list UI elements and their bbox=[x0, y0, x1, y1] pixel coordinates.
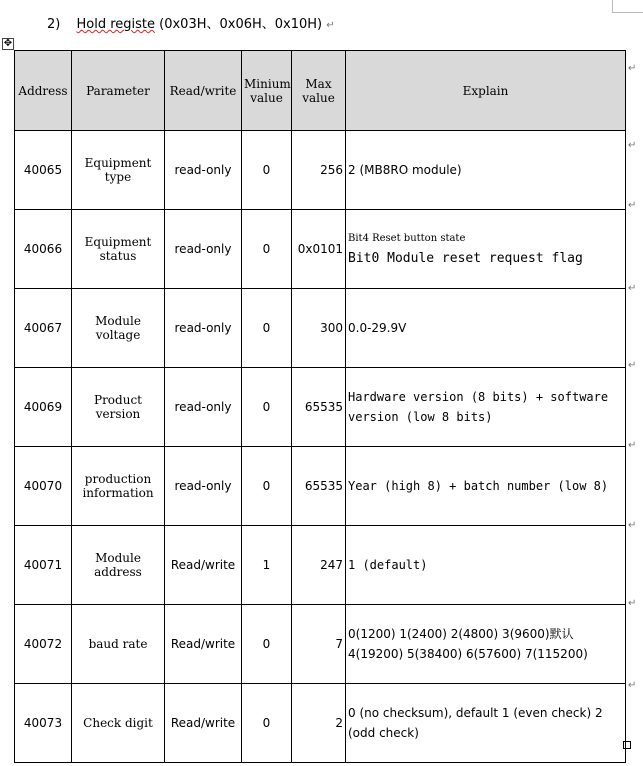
table-move-handle-icon[interactable]: ✥ bbox=[3, 38, 13, 49]
table-row bbox=[15, 526, 626, 605]
header-read-write: Read/write bbox=[165, 51, 242, 131]
cell-address: 40071 bbox=[15, 526, 72, 605]
table-row bbox=[15, 368, 626, 447]
cell-max-value: 300 bbox=[292, 289, 346, 368]
cell-max-value: 2 bbox=[292, 684, 346, 763]
explain-line: 1 (default) bbox=[348, 558, 428, 572]
table-row bbox=[15, 131, 626, 210]
section-title-rest: (0x03H、0x06H、0x10H) bbox=[159, 17, 323, 32]
section-title-underlined: Hold registe bbox=[76, 17, 155, 32]
explain-line: Bit0 Module reset request flag bbox=[348, 251, 583, 266]
explain-line: 4(19200) 5(38400) 6(57600) 7(115200) bbox=[348, 647, 588, 661]
cell-parameter: baud rate bbox=[72, 605, 165, 684]
row-end-mark-icon: ↵ bbox=[628, 520, 637, 531]
table-row bbox=[15, 210, 626, 289]
row-end-mark-icon: ↵ bbox=[628, 598, 637, 609]
cell-parameter: production information bbox=[72, 447, 165, 526]
row-end-mark-icon: ↵ bbox=[628, 63, 637, 74]
table-resize-handle[interactable] bbox=[623, 741, 631, 749]
cell-read-write: read-only bbox=[165, 131, 242, 210]
section-number: 2) bbox=[47, 17, 61, 32]
row-end-mark-icon: ↵ bbox=[628, 440, 637, 451]
cell-max-value: 7 bbox=[292, 605, 346, 684]
cell-address: 40069 bbox=[15, 368, 72, 447]
cell-max-value: 247 bbox=[292, 526, 346, 605]
cell-explain bbox=[346, 289, 626, 368]
cell-min-value: 1 bbox=[242, 526, 292, 605]
explain-line: Bit4 Reset button state bbox=[348, 233, 466, 244]
row-end-mark-icon: ↵ bbox=[628, 360, 637, 371]
cell-read-write: Read/write bbox=[165, 605, 242, 684]
header-address: Address bbox=[15, 51, 72, 131]
explain-line: 0 (no checksum), default 1 (even check) 2 (odd check) bbox=[348, 706, 603, 740]
cell-read-write: read-only bbox=[165, 210, 242, 289]
cell-read-write: read-only bbox=[165, 289, 242, 368]
cell-address: 40072 bbox=[15, 605, 72, 684]
explain-line: Hardware version (8 bits) + software version (low 8 bits) bbox=[348, 390, 609, 424]
table-row bbox=[15, 447, 626, 526]
cell-parameter: Module address bbox=[72, 526, 165, 605]
cell-parameter: Equipment type bbox=[72, 131, 165, 210]
cell-explain bbox=[346, 447, 626, 526]
row-end-mark-icon: ↵ bbox=[628, 200, 637, 211]
row-end-mark-icon: ↵ bbox=[628, 283, 637, 294]
hold-register-table bbox=[14, 50, 626, 763]
table-row bbox=[15, 684, 626, 763]
cell-address: 40066 bbox=[15, 210, 72, 289]
paragraph-mark-icon: ↵ bbox=[326, 20, 335, 31]
cell-min-value: 0 bbox=[242, 289, 292, 368]
cell-min-value: 0 bbox=[242, 368, 292, 447]
cell-min-value: 0 bbox=[242, 605, 292, 684]
cell-address: 40070 bbox=[15, 447, 72, 526]
cell-explain bbox=[346, 684, 626, 763]
header-max-value: Max value bbox=[292, 51, 346, 131]
cell-explain bbox=[346, 526, 626, 605]
section-heading bbox=[47, 13, 335, 32]
cell-read-write: Read/write bbox=[165, 684, 242, 763]
row-end-mark-icon: ↵ bbox=[628, 140, 637, 151]
cell-max-value: 256 bbox=[292, 131, 346, 210]
cell-address: 40073 bbox=[15, 684, 72, 763]
cell-read-write: Read/write bbox=[165, 526, 242, 605]
cell-min-value: 0 bbox=[242, 447, 292, 526]
cell-explain bbox=[346, 210, 626, 289]
cell-parameter: Module voltage bbox=[72, 289, 165, 368]
explain-line: Year (high 8) + batch number (low 8) bbox=[348, 479, 609, 493]
explain-line: 0.0-29.9V bbox=[348, 321, 407, 335]
cell-address: 40065 bbox=[15, 131, 72, 210]
cell-min-value: 0 bbox=[242, 210, 292, 289]
header-explain: Explain bbox=[346, 51, 626, 131]
cell-read-write: read-only bbox=[165, 447, 242, 526]
cell-address: 40067 bbox=[15, 289, 72, 368]
header-parameter: Parameter bbox=[72, 51, 165, 131]
cell-min-value: 0 bbox=[242, 131, 292, 210]
cell-explain bbox=[346, 605, 626, 684]
explain-line: 0(1200) 1(2400) 2(4800) 3(9600)默认 bbox=[348, 627, 574, 641]
row-end-mark-icon: ↵ bbox=[628, 680, 637, 691]
table-header-row bbox=[15, 51, 626, 131]
cell-explain bbox=[346, 368, 626, 447]
cell-max-value: 65535 bbox=[292, 447, 346, 526]
cell-max-value: 0x0101 bbox=[292, 210, 346, 289]
explain-line: 2 (MB8RO module) bbox=[348, 163, 462, 177]
cell-parameter: Check digit bbox=[72, 684, 165, 763]
cell-parameter: Product version bbox=[72, 368, 165, 447]
cell-explain bbox=[346, 131, 626, 210]
cell-parameter: Equipment status bbox=[72, 210, 165, 289]
page-corner-marker bbox=[612, 0, 643, 13]
cell-read-write: read-only bbox=[165, 368, 242, 447]
table-row bbox=[15, 289, 626, 368]
cell-max-value: 65535 bbox=[292, 368, 346, 447]
header-min-value: Minium value bbox=[242, 51, 292, 131]
table-row bbox=[15, 605, 626, 684]
cell-min-value: 0 bbox=[242, 684, 292, 763]
